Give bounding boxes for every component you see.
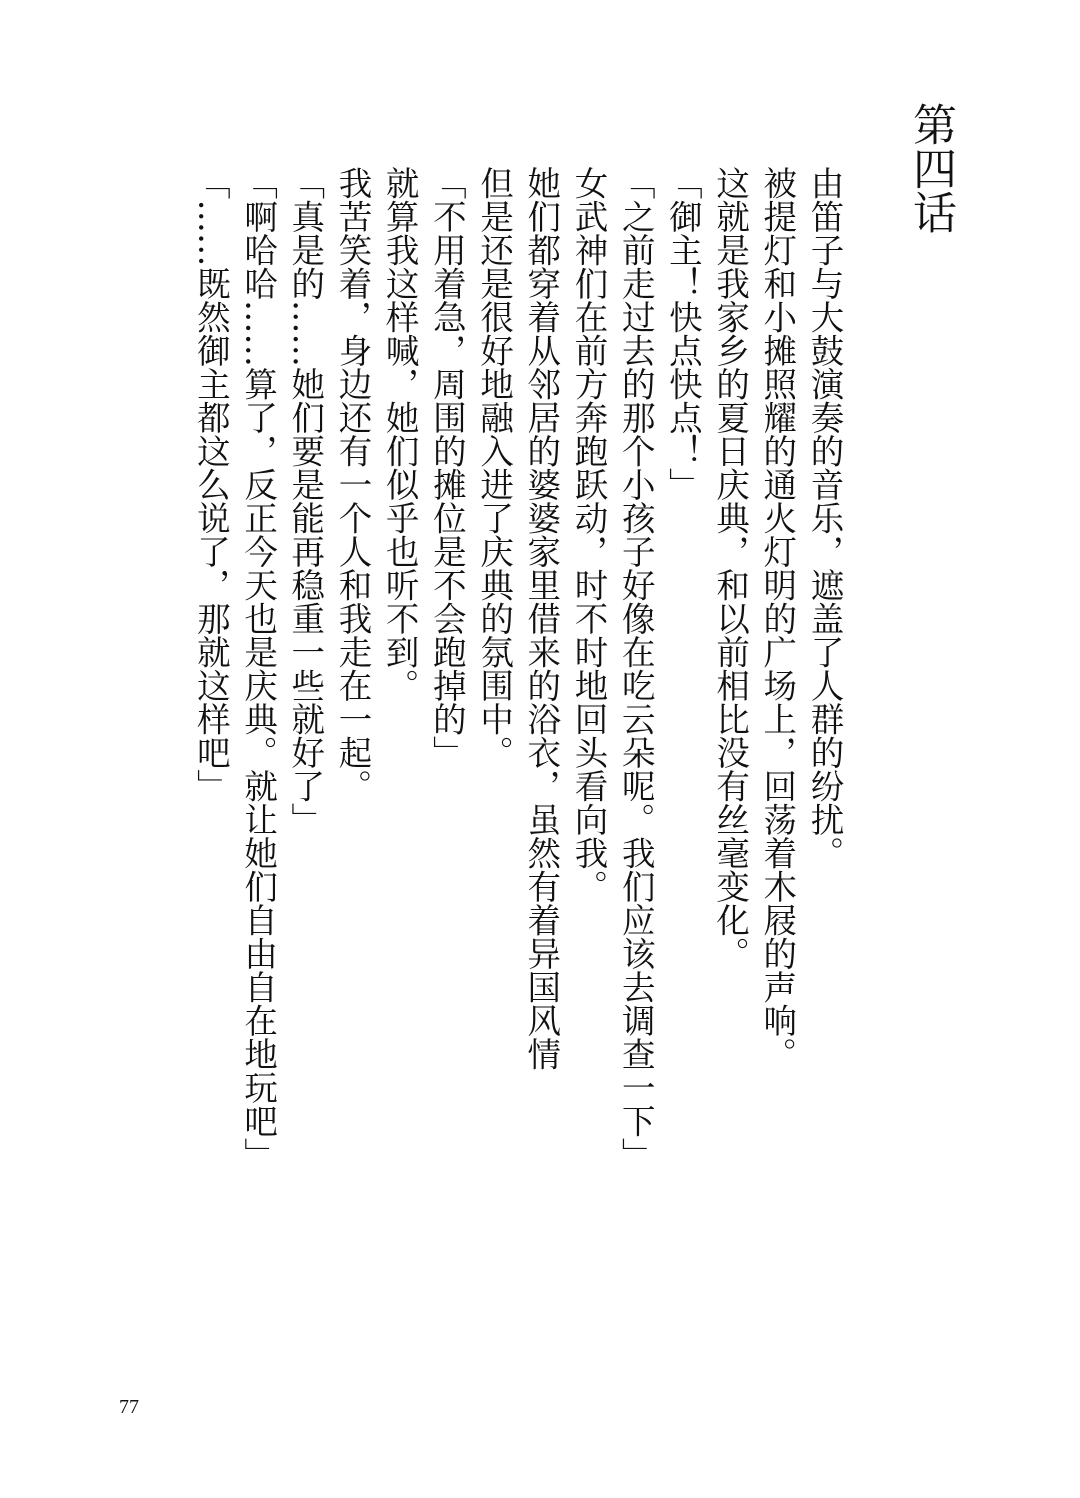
- chapter-title: 第四话: [905, 102, 956, 234]
- text-line: 「真是的……她们要是能再稳重一些就好了」: [285, 166, 325, 836]
- text-line: 「不用着急，周围的摊位是不会跑掉的」: [427, 166, 467, 769]
- text-line: 就算我这样喊，她们似乎也听不到。: [380, 166, 420, 702]
- text-line: 她们都穿着从邻居的婆婆家里借来的浴衣，虽然有着异国风情: [521, 166, 561, 1071]
- text-line: 被提灯和小摊照耀的通火灯明的广场上，回荡着木屐的声响。: [757, 166, 797, 1071]
- page-number: 77: [119, 1396, 139, 1418]
- text-line: 「之前走过去的那个小孩子好像在吃云朵呢。我们应该去调查一下」: [616, 166, 656, 1171]
- text-line: 「御主！快点快点！」: [663, 166, 703, 501]
- text-line: 「……既然御主都这么说了，那就这样吧」: [191, 166, 231, 803]
- text-line: 但是还是很好地融入进了庆典的氛围中。: [474, 166, 514, 769]
- text-line: 我苦笑着，身边还有一个人和我走在一起。: [332, 166, 372, 803]
- text-line: 由笛子与大鼓演奏的音乐，遮盖了人群的纷扰。: [805, 166, 844, 870]
- text-line: 这就是我家乡的夏日庆典，和以前相比没有丝毫变化。: [710, 166, 750, 970]
- text-line: 女武神们在前方奔跑跃动，时不时地回头看向我。: [568, 166, 608, 903]
- text-line: 「啊哈哈……算了，反正今天也是庆典。就让她们自由自在地玩吧」: [238, 166, 278, 1171]
- body-text: [187, 166, 848, 1266]
